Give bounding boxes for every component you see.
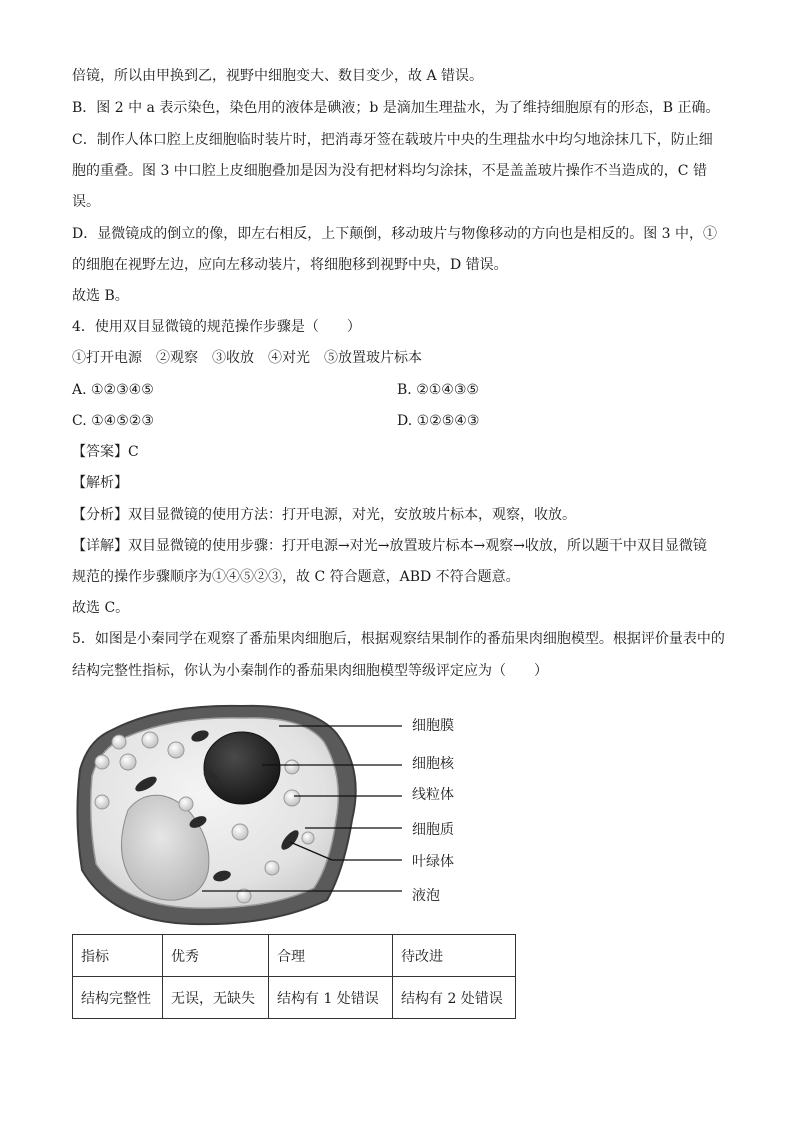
cell-model-image (72, 700, 402, 928)
q4-option-c: C. ①④⑤②③ (72, 413, 154, 429)
fenxi-line (72, 505, 576, 525)
label-vacuole: 液泡 (412, 888, 440, 904)
paragraph: 胞的重叠。图 3 中口腔上皮细胞叠加是因为没有把材料均匀涂抹，不是盖盖玻片操作不当造成的，C 错 (72, 163, 707, 179)
label-nucleus: 细胞核 (412, 756, 454, 772)
table-header-cell: 指标 (73, 935, 163, 977)
q4-answer-line (72, 442, 139, 462)
label-cell-membrane: 细胞膜 (412, 718, 454, 734)
table-cell: 无误，无缺失 (163, 977, 269, 1019)
answer-value: C (128, 444, 139, 460)
q4-stem: 4．使用双目显微镜的规范操作步骤是（ ） (72, 319, 361, 335)
q4-option-a: A. ①②③④⑤ (72, 382, 154, 398)
xiangjie-line-2: 规范的操作步骤顺序为①④⑤②③，故 C 符合题意，ABD 不符合题意。 (72, 569, 520, 585)
paragraph: 的细胞在视野左边，应向左移动装片，将细胞移到视野中央，D 错误。 (72, 257, 508, 273)
q4-option-d: D. ①②⑤④③ (397, 413, 480, 429)
fenxi-text: 双目显微镜的使用方法：打开电源，对光，安放玻片标本，观察，收放。 (128, 507, 576, 523)
table-header-row (73, 935, 516, 977)
label-mitochondria: 线粒体 (412, 787, 454, 803)
q5-stem-1: 5．如图是小秦同学在观察了番茄果肉细胞后，根据观察结果制作的番茄果肉细胞模型。根据评价量表中的 (72, 631, 725, 647)
answer-tag: 【答案】 (72, 444, 128, 460)
xiangjie-tag: 【详解】 (72, 538, 128, 554)
q4-conclusion: 故选 C。 (72, 600, 130, 616)
paragraph: C．制作人体口腔上皮细胞临时装片时，把消毒牙签在载玻片中央的生理盐水中均匀地涂抹几下，防止细 (72, 132, 713, 148)
evaluation-table (72, 934, 516, 1019)
xiangjie-line (72, 536, 707, 556)
label-chloroplast: 叶绿体 (412, 854, 454, 870)
table-header-cell: 合理 (269, 935, 393, 977)
table-row (73, 977, 516, 1019)
paragraph: 故选 B。 (72, 288, 129, 304)
paragraph: D．显微镜成的倒立的像，即左右相反，上下颠倒，移动玻片与物像移动的方向也是相反的。图 3 中，① (72, 226, 718, 242)
label-cytoplasm: 细胞质 (412, 822, 454, 838)
nucleus (204, 732, 280, 804)
table-header-cell: 优秀 (163, 935, 269, 977)
table-cell: 结构有 2 处错误 (393, 977, 516, 1019)
paragraph: B．图 2 中 a 表示染色，染色用的液体是碘液；b 是滴加生理盐水，为了维持细胞原有的形态，B 正确。 (72, 100, 720, 116)
table-header-cell: 待改进 (393, 935, 516, 977)
xiangjie-text: 双目显微镜的使用步骤：打开电源→对光→放置玻片标本→观察→收放，所以题干中双目显微镜 (128, 538, 707, 554)
analysis-tag: 【解析】 (72, 475, 128, 491)
table-cell: 结构有 1 处错误 (269, 977, 393, 1019)
q4-option-b: B. ②①④③⑤ (397, 382, 479, 398)
table-cell: 结构完整性 (73, 977, 163, 1019)
paragraph: 倍镜，所以由甲换到乙，视野中细胞变大、数目变少，故 A 错误。 (72, 68, 484, 84)
q4-steps: ①打开电源 ②观察 ③收放 ④对光 ⑤放置玻片标本 (72, 350, 422, 366)
paragraph: 误。 (72, 194, 100, 210)
q5-stem-2: 结构完整性指标，你认为小秦制作的番茄果肉细胞模型等级评定应为（ ） (72, 663, 548, 679)
fenxi-tag: 【分析】 (72, 507, 128, 523)
